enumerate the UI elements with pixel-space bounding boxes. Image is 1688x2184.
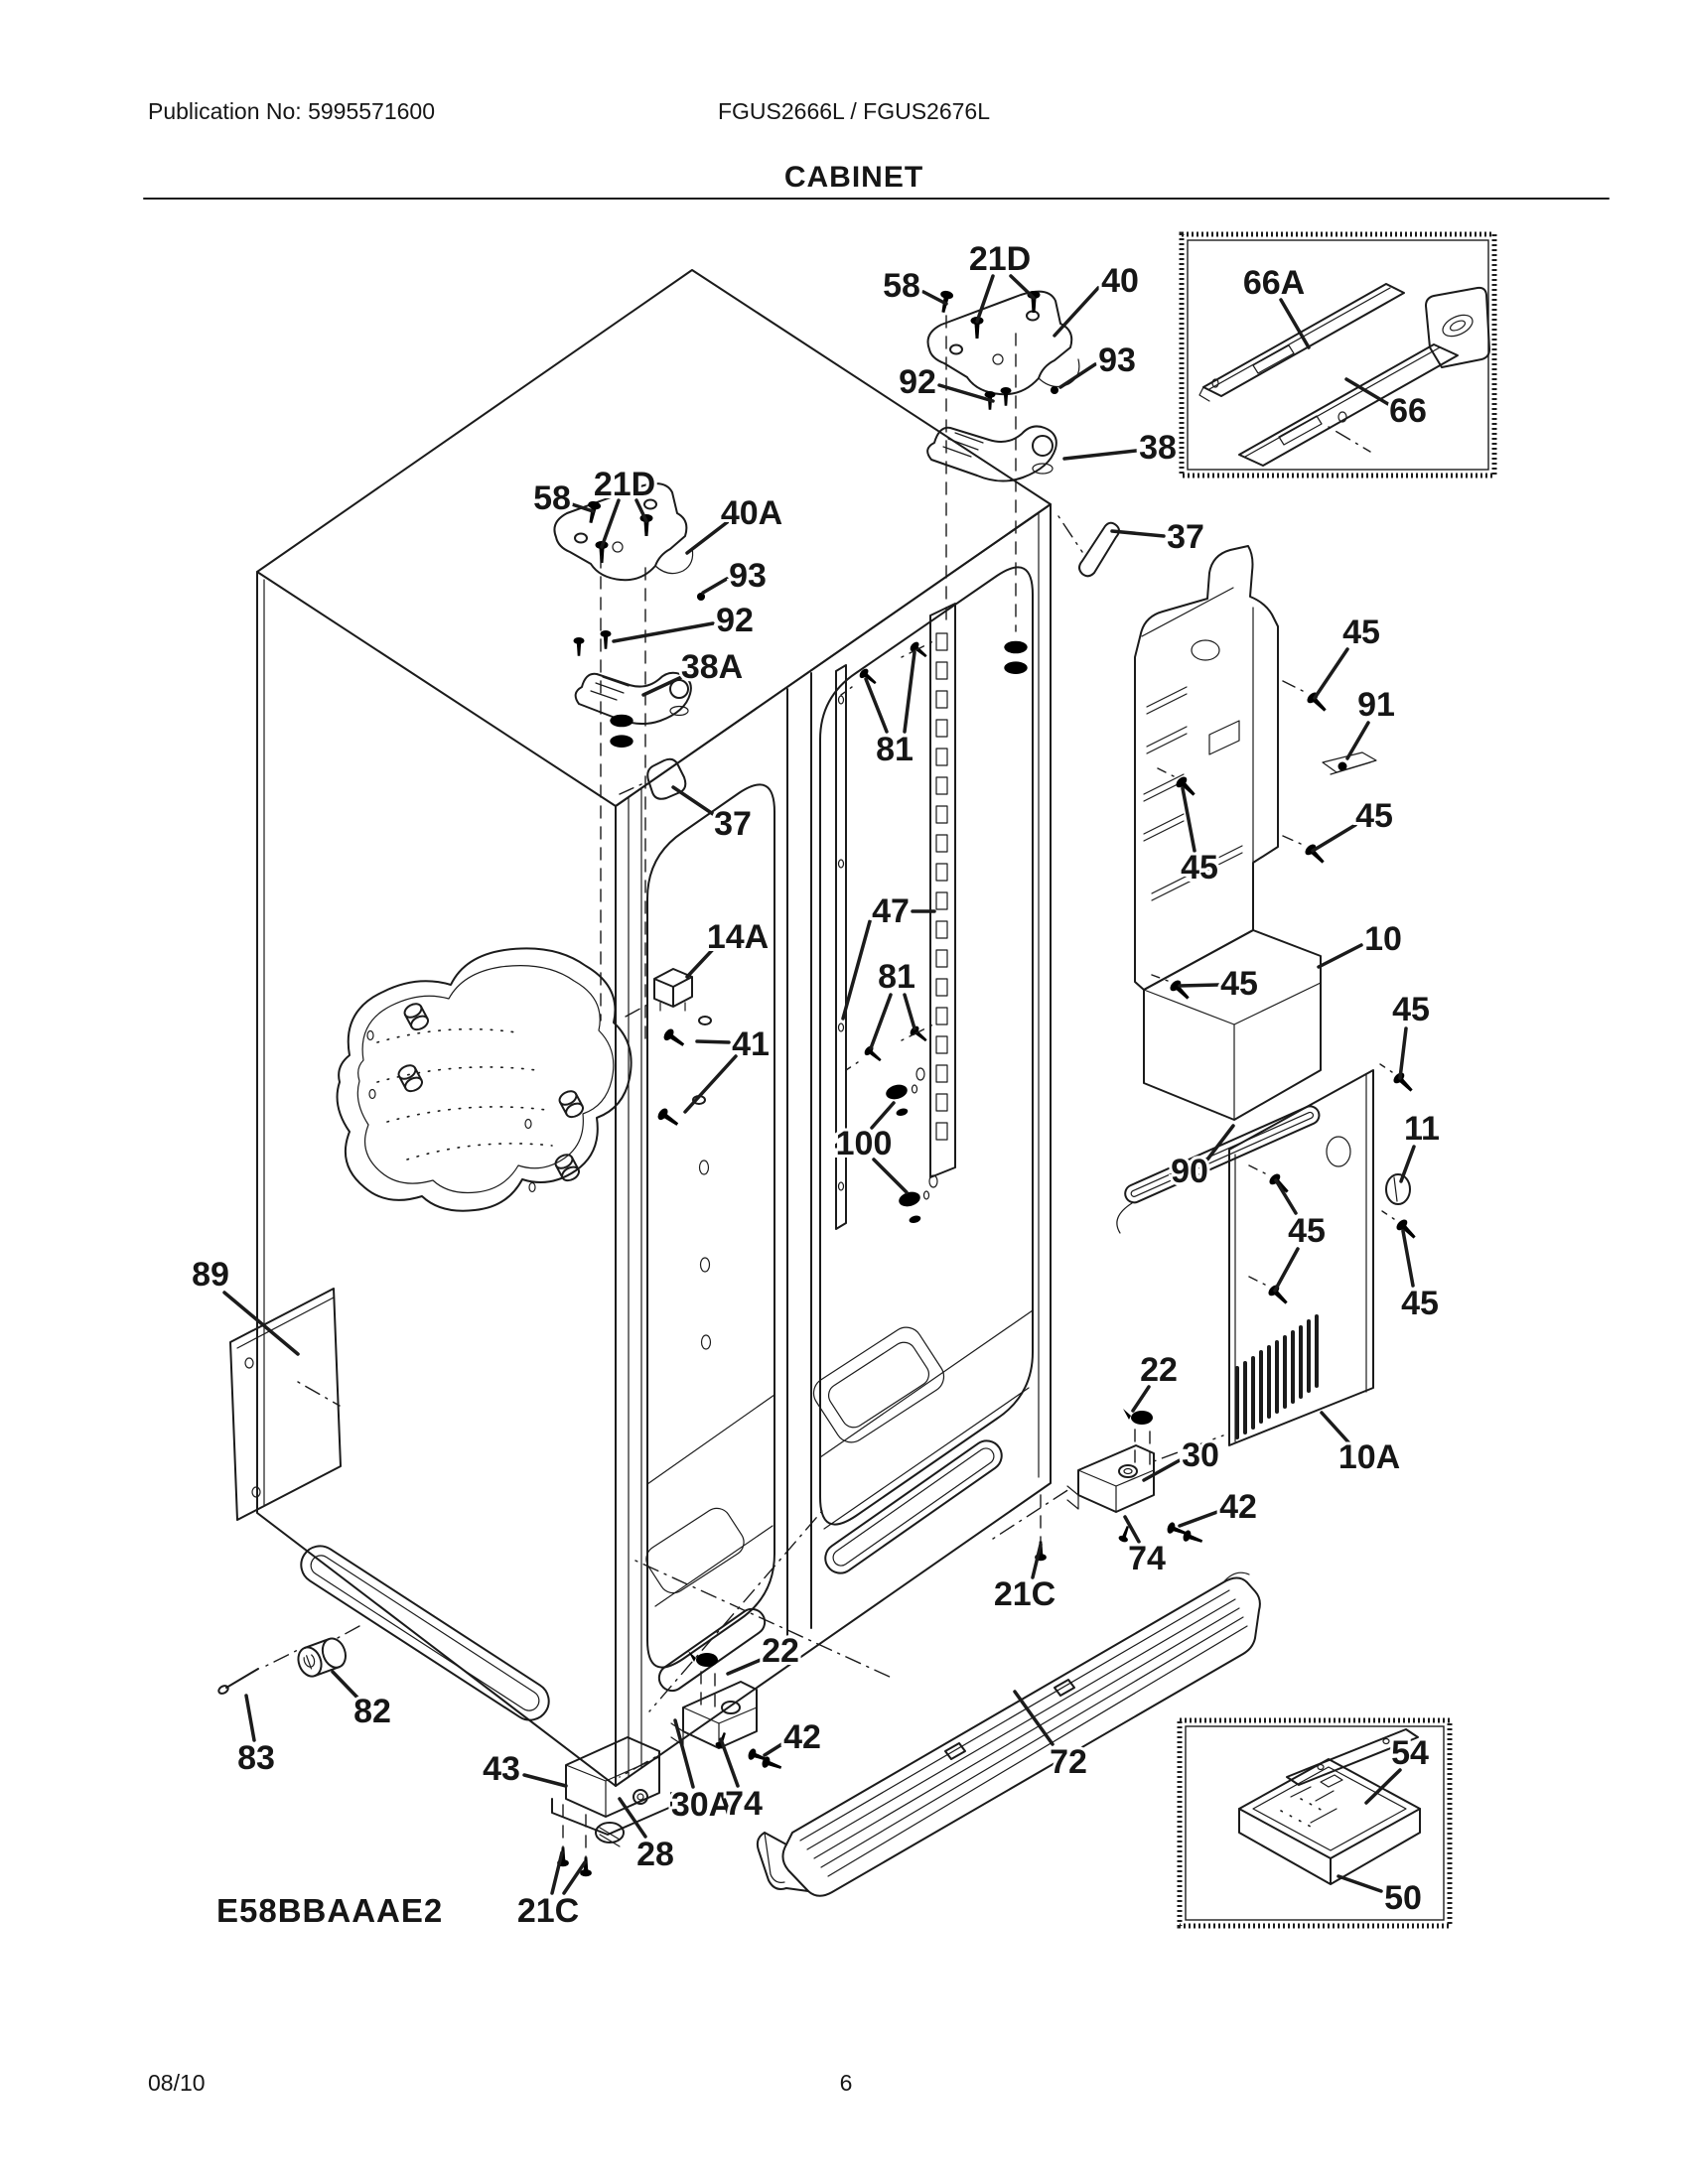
leader-line-22	[1133, 1387, 1149, 1411]
callout-74-43: 74	[725, 1785, 763, 1823]
callout-10-26: 10	[1364, 920, 1402, 958]
callout-30-35: 30	[1182, 1436, 1219, 1474]
publication-number: Publication No: 5995571600	[148, 98, 436, 124]
callout-21c-45: 21C	[516, 1892, 580, 1930]
callout-42-41: 42	[783, 1718, 821, 1756]
leader-line-38	[1064, 451, 1136, 459]
callout-45-25: 45	[1181, 849, 1218, 887]
leader-line-45	[1275, 1249, 1298, 1291]
toe-rail-slots	[294, 1434, 1008, 1726]
callout-81-16: 81	[876, 731, 914, 768]
callout-40-2: 40	[1101, 262, 1139, 300]
callout-28-44: 28	[636, 1836, 674, 1873]
leader-line-40	[1055, 288, 1098, 336]
callout-66a-7: 66A	[1242, 264, 1306, 302]
callout-21d-1: 21D	[968, 240, 1032, 278]
callout-38a-14: 38A	[680, 648, 744, 686]
leader-line-81	[866, 679, 887, 732]
callout-43-46: 43	[483, 1750, 520, 1788]
grommet-11	[1386, 1174, 1410, 1204]
callout-83-48: 83	[237, 1739, 275, 1777]
hinge-cup	[1004, 641, 1027, 674]
callout-74-37: 74	[1128, 1540, 1166, 1577]
footer-date: 08/10	[148, 2070, 206, 2096]
callout-93-3: 93	[1098, 341, 1136, 379]
callout-93-12: 93	[729, 557, 767, 595]
drain-pan-50	[1239, 1759, 1420, 1858]
rail-detail-box	[1182, 234, 1494, 476]
screw-92	[1000, 387, 1011, 406]
screw-92	[573, 637, 584, 656]
callout-47-17: 47	[872, 892, 910, 930]
leader-line-42	[765, 1743, 783, 1755]
toe-grille-72	[635, 1511, 1260, 1896]
callout-30a-42: 30A	[670, 1786, 734, 1824]
callout-45-32: 45	[1401, 1285, 1439, 1322]
leader-line-21c	[564, 1862, 585, 1893]
rail-detail-art	[1199, 284, 1489, 466]
leader-line-41	[685, 1056, 736, 1112]
fresh-food-opening	[807, 567, 1033, 1529]
pin-22	[1123, 1409, 1153, 1439]
model-numbers: FGUS2666L / FGUS2676L	[717, 98, 991, 124]
callout-82-47: 82	[353, 1693, 391, 1730]
callout-54-50: 54	[1391, 1734, 1429, 1772]
callout-45-24: 45	[1355, 797, 1393, 835]
switch-14a	[654, 969, 692, 1007]
leader-line-83	[246, 1696, 254, 1740]
callout-37-6: 37	[1167, 518, 1204, 556]
leader-line-93	[703, 579, 727, 593]
screw-41	[656, 1107, 681, 1130]
leveling-leg-43	[566, 1737, 659, 1817]
leader-line-21c	[1033, 1545, 1041, 1577]
freezer-opening	[641, 784, 774, 1667]
duct-cover-10	[1144, 930, 1321, 1120]
leader-line-45	[1313, 825, 1355, 851]
leader-line-81	[905, 995, 914, 1028]
callout-10a-33: 10A	[1337, 1438, 1401, 1476]
mounting-screws-45	[1152, 681, 1419, 1307]
leader-line-45	[1400, 1028, 1406, 1078]
back-cover-10a	[1229, 1070, 1410, 1445]
callout-72-39: 72	[1050, 1743, 1087, 1781]
leader-line-21d	[977, 276, 993, 322]
bottom-hinge-right	[993, 1409, 1223, 1561]
leader-line-45	[1180, 985, 1218, 986]
callout-11-30: 11	[1404, 1110, 1440, 1148]
leader-line-11	[1401, 1147, 1414, 1181]
fastener-100	[885, 1082, 914, 1118]
footer-page-number: 6	[839, 2070, 853, 2096]
insulation-pad	[338, 948, 632, 1210]
callout-38-5: 38	[1139, 429, 1177, 467]
leader-line-45	[1315, 649, 1347, 698]
callout-40a-11: 40A	[720, 494, 783, 532]
leader-line-45	[1183, 788, 1195, 851]
rail-detail-box-inner-border	[1188, 240, 1488, 470]
leader-line-100	[874, 1160, 907, 1192]
air-duct-panel	[1117, 546, 1322, 1233]
leader-line-41	[697, 1041, 729, 1042]
callout-58-0: 58	[883, 267, 920, 305]
bracket-89	[230, 1289, 341, 1520]
callout-42-36: 42	[1219, 1488, 1257, 1526]
fastener-100	[898, 1189, 926, 1225]
leader-line-45	[1276, 1180, 1296, 1213]
callout-66-8: 66	[1389, 392, 1427, 430]
callout-50-51: 50	[1384, 1879, 1422, 1917]
leader-line-81	[905, 652, 914, 732]
callout-89-49: 89	[192, 1256, 229, 1294]
leader-line-37	[673, 787, 716, 816]
leader-line-10	[1319, 945, 1361, 967]
leader-line-54	[1366, 1770, 1400, 1803]
trim-strip-90	[1122, 1104, 1322, 1206]
hinge-cup	[610, 715, 633, 748]
screw-81	[909, 640, 929, 660]
screw-92	[600, 630, 611, 649]
callout-45-27: 45	[1220, 965, 1258, 1003]
leader-line-81	[871, 995, 891, 1048]
diagram-code: E58BBAAAE2	[216, 1892, 444, 1929]
leader-line-50	[1338, 1876, 1381, 1891]
callout-21d-10: 21D	[593, 466, 656, 503]
leader-line-37	[1112, 531, 1164, 536]
screw-81	[863, 1044, 884, 1064]
leader-line-47	[843, 921, 870, 1019]
top-hinge-left	[554, 483, 709, 1052]
callout-45-22: 45	[1342, 614, 1380, 651]
leader-line-42	[1180, 1512, 1217, 1526]
screw-41	[662, 1027, 687, 1050]
leader-line-92	[939, 385, 993, 401]
leader-line-93	[1060, 364, 1095, 387]
leader-line-21c	[552, 1852, 562, 1893]
callout-92-13: 92	[716, 602, 754, 639]
pin-83	[226, 1669, 258, 1688]
callout-100-21: 100	[835, 1125, 893, 1162]
page-title: CABINET	[783, 161, 924, 194]
callout-22-34: 22	[1140, 1351, 1178, 1389]
leader-line-21d	[602, 500, 619, 547]
leader-line-74	[721, 1739, 738, 1786]
callout-45-31: 45	[1288, 1212, 1326, 1250]
callout-90-29: 90	[1171, 1153, 1208, 1190]
callout-37-15: 37	[714, 805, 752, 843]
callout-41-20: 41	[732, 1025, 770, 1063]
callout-45-28: 45	[1392, 991, 1430, 1028]
callout-92-4: 92	[899, 363, 936, 401]
callout-58-9: 58	[533, 479, 571, 517]
leader-line-89	[224, 1293, 298, 1354]
leader-line-92	[614, 623, 713, 641]
callout-81-18: 81	[878, 958, 915, 996]
callout-22-40: 22	[762, 1632, 799, 1670]
callout-91-23: 91	[1357, 686, 1395, 724]
callout-14a-19: 14A	[706, 918, 770, 956]
leader-line-22	[728, 1660, 761, 1674]
roller-82	[217, 1626, 359, 1696]
leader-line-45	[1403, 1231, 1413, 1286]
pin-22	[688, 1651, 718, 1682]
callout-21c-38: 21C	[993, 1575, 1056, 1613]
top-hinge-right	[927, 290, 1119, 674]
leader-line-43	[524, 1775, 566, 1786]
